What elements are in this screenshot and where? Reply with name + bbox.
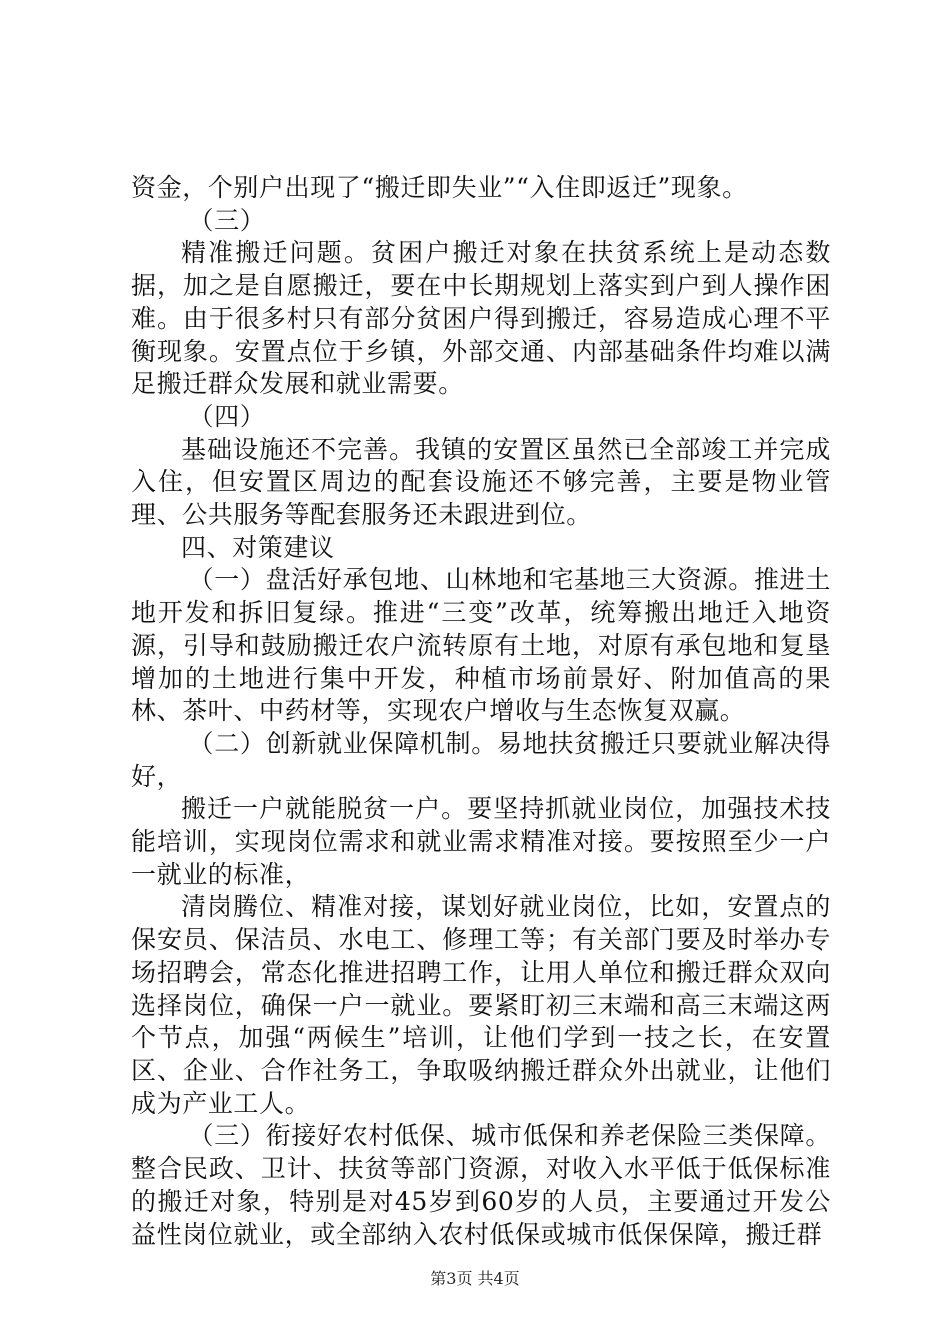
- paragraph-2: 精准搬迁问题。贫困户搬迁对象在扶贫系统上是动态数据，加之是自愿搬迁，要在中长期规划上落实到户到人操作困难。由于很多村只有部分贫困户得到搬迁，容易造成心理不平衡现象。安置点位于乡镇，外部交通、内部基础条件均难以满足搬迁群众发展和就业需要。: [131, 238, 831, 399]
- page-number-footer: 第3页 共4页: [430, 1269, 520, 1288]
- paragraph-4: （一）盘活好承包地、山林地和宅基地三大资源。推进土地开发和拆旧复绿。推进“三变”改革，统筹搬出地迁入地资源，引导和鼓励搬迁农户流转原有土地，对原有承包地和复垦增加的土地进行集中开发，种植市场前景好、附加值高的果林、茶叶、中药材等，实现农户增收与生态恢复双赢。: [131, 565, 831, 726]
- paragraph-5: （二）创新就业保障机制。易地扶贫搬迁只要就业解决得好，: [131, 728, 831, 791]
- paragraph-6: 搬迁一户就能脱贫一户。要坚持抓就业岗位，加强技术技能培训，实现岗位需求和就业需求精准对接。要按照至少一户一就业的标准，: [131, 794, 831, 889]
- paragraph-3: 基础设施还不完善。我镇的安置区虽然已全部竣工并完成入住，但安置区周边的配套设施还不够完善，主要是物业管理、公共服务等配套服务还未跟进到位。: [131, 434, 831, 530]
- document-body: [131, 172, 831, 1251]
- heading-4: （四）: [188, 401, 266, 431]
- paragraph-7: 清岗腾位、精准对接，谋划好就业岗位，比如，安置点的保安员、保洁员、水电工、修理工等；有关部门要及时举办专场招聘会，常态化推进招聘工作，让用人单位和搬迁群众双向选择岗位，确保一户一就业。要紧盯初三末端和高三末端这两个节点，加强“两候生”培训，让他们学到一技之长，在安置区、企业、合作社务工，争取吸纳搬迁群众外出就业，让他们成为产业工人。: [131, 892, 831, 1118]
- heading-3: （三）: [188, 205, 266, 235]
- paragraph-8: （三）衔接好农村低保、城市低保和养老保险三类保障。整合民政、卫计、扶贫等部门资源，对收入水平低于低保标准的搬迁对象，特别是对45岁到60岁的人员，主要通过开发公益性岗位就业，或全部纳入农村低保或城市低保保障，搬迁群: [131, 1121, 831, 1249]
- paragraph-1: 资金，个别户出现了“搬迁即失业”“入住即返迁”现象。: [131, 173, 748, 202]
- section-heading: 四、对策建议: [181, 532, 335, 562]
